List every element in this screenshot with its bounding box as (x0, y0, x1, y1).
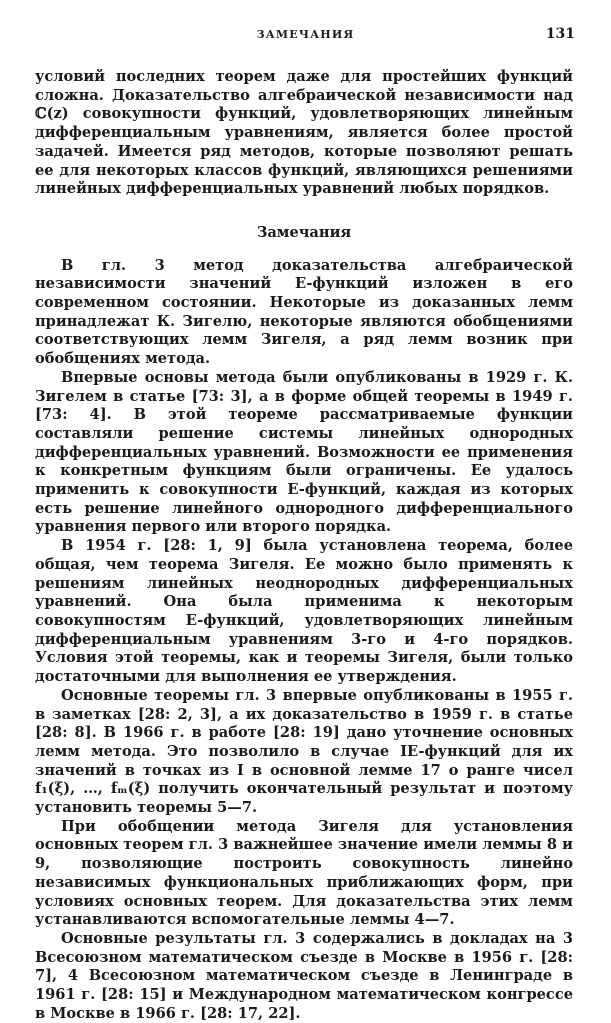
paragraph-5: При обобщении метода Зигеля для установления основных теорем гл. 3 важнейшее значение имели леммы 8 и 9, позволяющие построить совокупность линейно независимых функциональных приближающих форм, при условиях основных теорем. Для доказательства этих лемм устанавливаются вспомогательные леммы 4—7. (35, 817, 573, 929)
running-head (0, 28, 611, 48)
paragraph-4: Основные теоремы гл. 3 впервые опубликованы в 1955 г. в заметках [28: 2, 3], а их доказательство в 1959 г. в статье [28: 8]. В 1966 г. в работе [28: 19] дано уточнение основных лемм метода. Это позволило в случае IE-функций для их значений в точках из I в основной лемме 17 о ранге чисел f₁(ξ), …, fₘ(ξ) получить окончательный результат и поэтому установить теоремы 5—7. (35, 686, 573, 817)
paragraph-2: Впервые основы метода были опубликованы в 1929 г. К. Зигелем в статье [73: 3], а в форме общей теоремы в 1949 г. [73: 4]. В этой теореме рассматриваемые функции составляли решение системы линейных однородных дифференциальных уравнений. Возможности ее применения к конкретным функциям были ограничены. Ее удалось применить к совокупности E-функций, каждая из которых есть решение линейного однородного дифференциального уравнения первого или второго порядка. (35, 368, 573, 536)
page-number: 131 (545, 26, 575, 42)
running-title: ЗАМЕЧАНИЯ (256, 28, 355, 41)
section-heading: Замечания (256, 223, 352, 241)
body-text (35, 68, 573, 1023)
intro-paragraph: условий последних теорем даже для простейших функций сложна. Доказательство алгебраической независимости над ℂ(z) совокупности функций, удовлетворяющих линейным дифференциальным уравнениям, является более простой задачей. Имеется ряд методов, которые позволяют решать ее для некоторых классов функций, являющихся решениями линейных дифференциальных уравнений любых порядков. (35, 68, 573, 198)
paragraph-1: В гл. 3 метод доказательства алгебраической независимости значений E-функций изложен в его современном состоянии. Некоторые из доказанных лемм принадлежат К. Зигелю, некоторые являются обобщениями соответствующих лемм Зигеля, а ряд лемм возник при обобщениях метода. (35, 256, 573, 368)
paragraph-3: В 1954 г. [28: 1, 9] была установлена теорема, более общая, чем теорема Зигеля. Ее можно было применять к решениям линейных неоднородных дифференциальных уравнений. Она была применима к некоторым совокупностям E-функций, удовлетворяющих линейным дифференциальным уравнениям 3-го и 4-го порядков. Условия этой теоремы, как и теоремы Зигеля, были только достаточными для выполнения ее утверждения. (35, 537, 573, 686)
paragraph-6: Основные результаты гл. 3 содержались в докладах на 3 Всесоюзном математическом съезде в Москве в 1956 г. [28: 7], 4 Всесоюзном математическом съезде в Ленинграде в 1961 г. [28: 15] и Международном математическом конгрессе в Москве в 1966 г. [28: 17, 22]. (35, 929, 573, 1022)
